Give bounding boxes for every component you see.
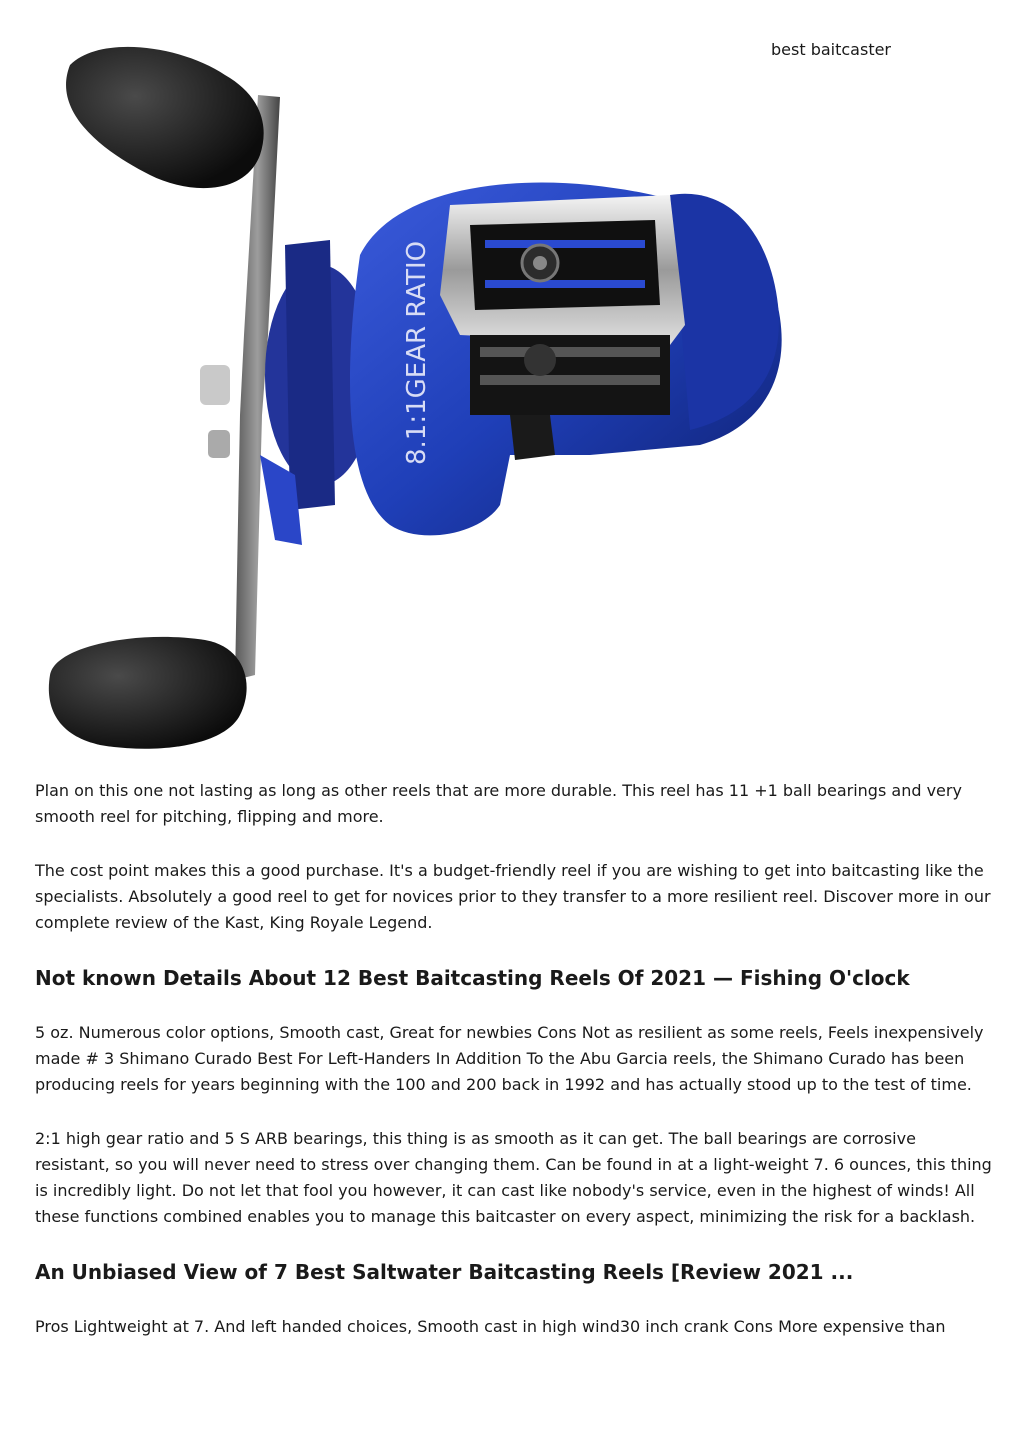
image-caption: best baitcaster <box>771 40 892 59</box>
paragraph: The cost point makes this a good purchase. It's a budget-friendly reel if you are wishing to get into baitcasting like the specialists. Absolutely a good reel to get for novices prior to they transfer to a more resilient reel. Discover more in our complete review of the Kast, King Royale Legend. <box>35 861 991 932</box>
article-body <box>35 778 995 1368</box>
baitcaster-reel-icon <box>30 35 800 755</box>
paragraph: Pros Lightweight at 7. And left handed choices, Smooth cast in high wind30 inch crank Cons More expensive than <box>35 1317 946 1336</box>
reel-label: 8.1:1GEAR RATIO <box>402 240 432 465</box>
section-heading: Not known Details About 12 Best Baitcasting Reels Of 2021 — Fishing O'clock <box>35 966 910 990</box>
section-heading: An Unbiased View of 7 Best Saltwater Baitcasting Reels [Review 2021 ... <box>35 1260 854 1284</box>
paragraph: 5 oz. Numerous color options, Smooth cast, Great for newbies Cons Not as resilient as some reels, Feels inexpensively made # 3 Shimano Curado Best For Left-Handers In Addition To the Abu Garcia reels, the Shimano Curado has been producing reels for years beginning with the 100 and 200 back in 1992 and has actually stood up to the test of time. <box>35 1023 984 1094</box>
paragraph: 2:1 high gear ratio and 5 S ARB bearings, this thing is as smooth as it can get. The ball bearings are corrosive resistant, so you will never need to stress over changing them. Can be found in at a light-weight 7. 6 ounces, this thing is incredibly light. Do not let that fool you however, it can cast like nobody's service, even in the highest of winds! All these functions combined enables you to manage this baitcaster on every aspect, minimizing the risk for a backlash. <box>35 1129 992 1226</box>
paragraph: Plan on this one not lasting as long as other reels that are more durable. This reel has 11 +1 ball bearings and very smooth reel for pitching, flipping and more. <box>35 781 962 826</box>
